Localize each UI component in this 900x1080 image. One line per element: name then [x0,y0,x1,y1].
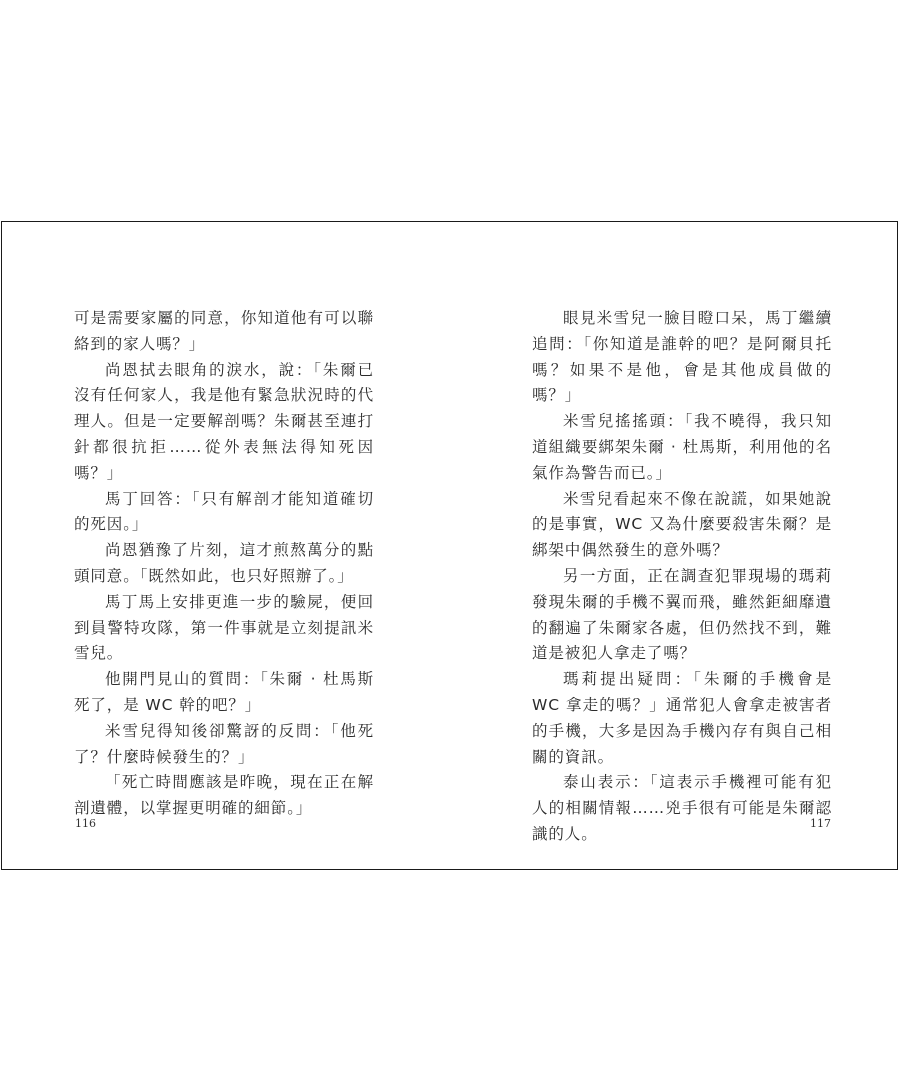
paragraph: 馬丁回答：「只有解剖才能知道確切的死因。」 [74,489,374,534]
paragraph: 瑪莉提出疑問：「朱爾的手機會是 WC 拿走的嗎？」通常犯人會拿走被害者的手機，大多是因為手機內存有與自己相關的資訊。 [532,670,832,766]
left-page [74,306,374,822]
page-number-right: 117 [810,817,831,830]
book-spread [1,221,898,870]
paragraph: 他開門見山的質問：「朱爾 · 杜馬斯死了，是 WC 幹的吧？」 [74,670,374,714]
paragraph: 眼見米雪兒一臉目瞪口呆，馬丁繼續追問：「你知道是誰幹的吧？是阿爾貝托嗎？如果不是他，會是其他成員做的嗎？」 [532,309,832,405]
paragraph: 米雪兒搖搖頭：「我不曉得，我只知道組織要綁架朱爾 · 杜馬斯，利用他的名氣作為警告而已。」 [532,412,832,482]
paragraph: 尚恩猶豫了片刻，這才煎熬萬分的點頭同意。「既然如此，也只好照辦了。」 [74,541,374,585]
page-number-left: 116 [75,817,96,830]
paragraph: 馬丁馬上安排更進一步的驗屍，便回到員警特攻隊，第一件事就是立刻提訊米雪兒。 [74,592,374,663]
paragraph: 米雪兒看起來不像在說謊，如果她說的是事實，WC 又為什麼要殺害朱爾？是綁架中偶然發生的意外嗎？ [532,489,832,560]
paragraph: 「死亡時間應該是昨晚，現在正在解剖遺體，以掌握更明確的細節。」 [74,773,374,818]
paragraph: 另一方面，正在調查犯罪現場的瑪莉發現朱爾的手機不翼而飛，雖然鉅細靡遺的翻遍了朱爾家各處，但仍然找不到，難道是被犯人拿走了嗎？ [532,566,832,663]
paragraph: 可是需要家屬的同意，你知道他有可以聯絡到的家人嗎？」 [74,309,374,353]
paragraph: 泰山表示：「這表示手機裡可能有犯人的相關情報……兇手很有可能是朱爾認識的人。 [532,773,832,843]
paragraph: 尚恩拭去眼角的淚水，說：「朱爾已沒有任何家人，我是他有緊急狀況時的代理人。但是一定要解剖嗎？朱爾甚至連打針都很抗拒……從外表無法得知死因嗎？」 [74,360,374,482]
paragraph: 米雪兒得知後卻驚訝的反問：「他死了？什麼時候發生的？」 [74,721,374,766]
right-page [532,306,832,848]
